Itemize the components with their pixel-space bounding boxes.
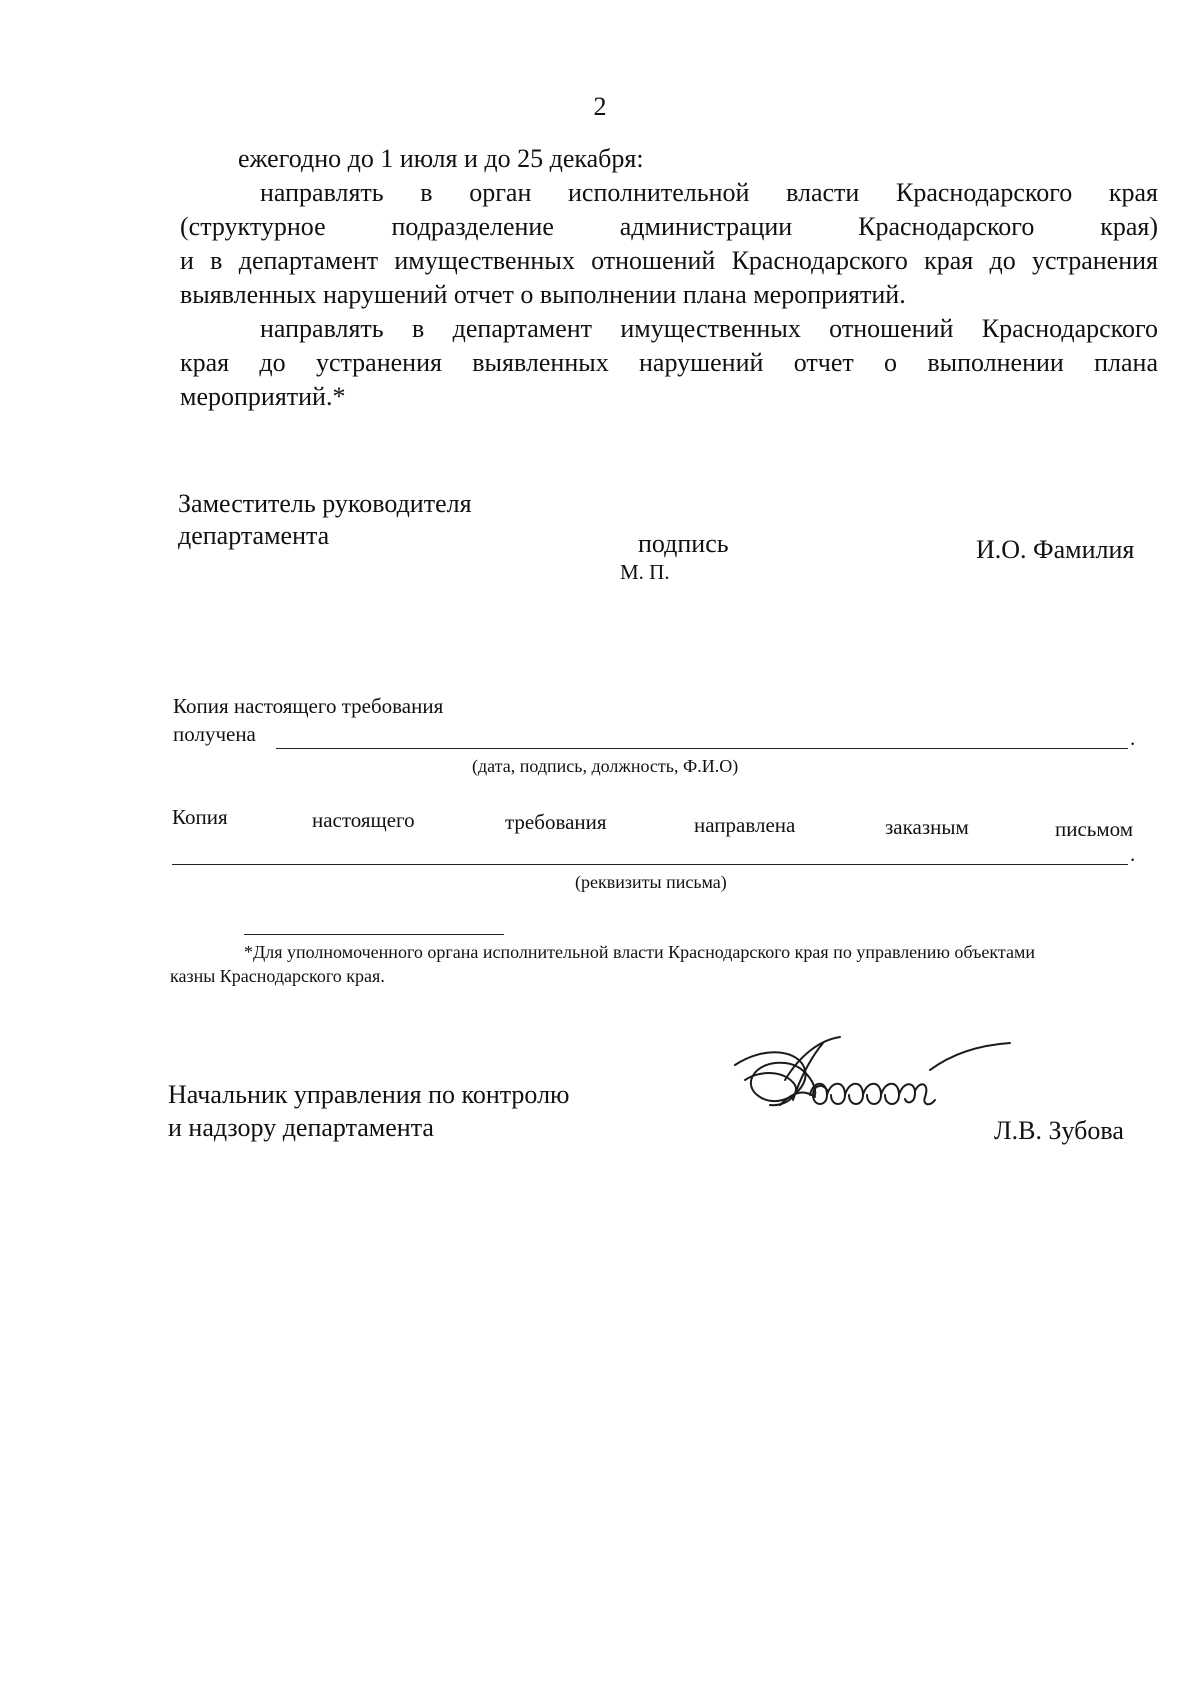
signer-position-line2: департамента <box>178 521 330 550</box>
handwritten-signature <box>725 1035 1025 1145</box>
body-line: и в департамент имущественных отношений Краснодарского края до устранения <box>180 246 1158 275</box>
sent-word: требования <box>505 810 607 834</box>
sent-caption: (реквизиты письма) <box>575 872 727 892</box>
body-line: (структурное подразделение администрации Краснодарского края) <box>180 212 1158 241</box>
receipt-caption: (дата, подпись, должность, Ф.И.О) <box>472 756 739 776</box>
sent-word: настоящего <box>312 808 415 832</box>
signer-position-line1: Заместитель руководителя <box>178 489 472 518</box>
chief-position-line1: Начальник управления по контролю <box>168 1080 570 1109</box>
chief-position-line2: и надзору департамента <box>168 1113 434 1142</box>
body-line: направлять в департамент имущественных отношений Краснодарского <box>260 314 1158 343</box>
footnote-line2: казны Краснодарского края. <box>170 966 385 986</box>
body-text <box>180 142 1158 414</box>
chief-name: Л.В. Зубова <box>994 1116 1124 1145</box>
sent-word: Копия <box>172 805 228 829</box>
sent-period: . <box>1130 842 1136 866</box>
signature-label: подпись <box>638 529 729 558</box>
receipt-line2: получена <box>173 722 256 746</box>
page-number: 2 <box>593 92 607 121</box>
footnote-separator <box>244 934 504 935</box>
receipt-period: . <box>1130 726 1136 750</box>
sent-word: заказным <box>885 815 969 839</box>
receipt-underline <box>276 748 1128 749</box>
body-line-deadline: ежегодно до 1 июля и до 25 декабря: <box>238 144 644 173</box>
signer-name: И.О. Фамилия <box>976 535 1135 564</box>
body-line: края до устранения выявленных нарушений отчет о выполнении плана <box>180 348 1158 377</box>
body-line: выявленных нарушений отчет о выполнении плана мероприятий. <box>180 280 906 309</box>
seal-label: М. П. <box>620 560 670 584</box>
sent-word: направлена <box>694 813 796 837</box>
body-line: направлять в орган исполнительной власти Краснодарского края <box>260 178 1158 207</box>
receipt-line1: Копия настоящего требования <box>173 694 444 718</box>
footnote-line1: *Для уполномоченного органа исполнительной власти Краснодарского края по управлению объектами <box>244 942 1035 962</box>
sent-word: письмом <box>1055 817 1134 841</box>
sent-underline <box>172 864 1128 865</box>
body-line: мероприятий.* <box>180 382 346 411</box>
